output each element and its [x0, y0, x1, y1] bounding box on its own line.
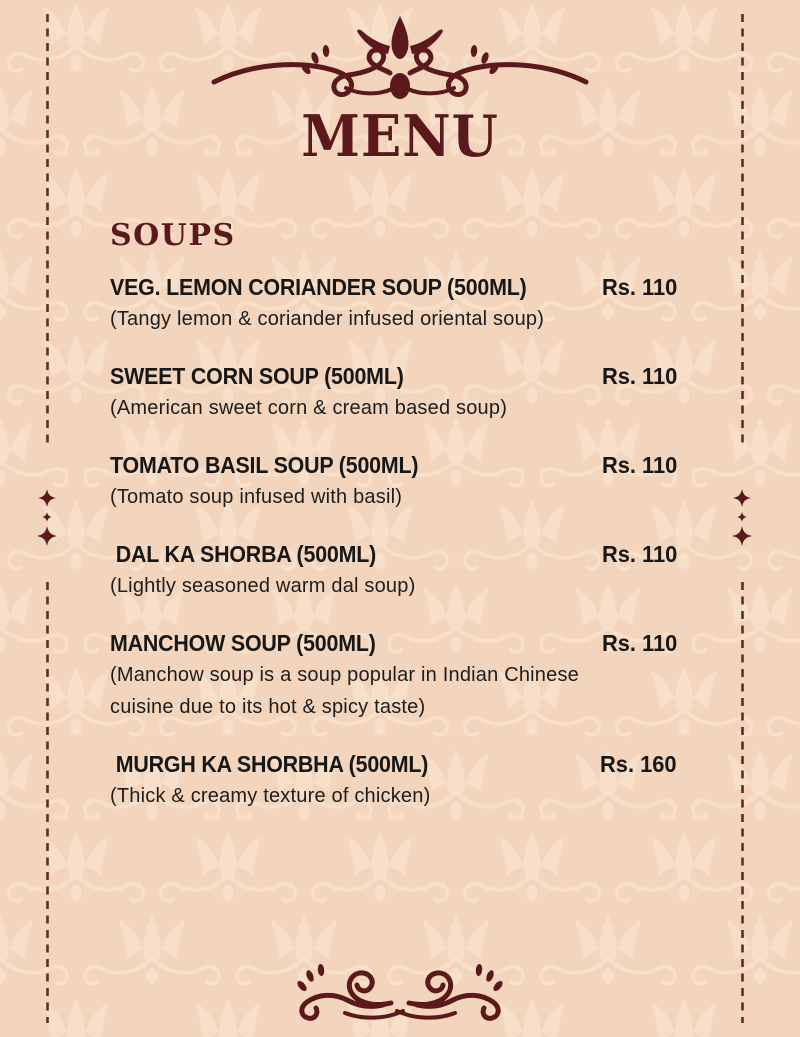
- item-price: Rs. 110: [601, 541, 677, 567]
- item-price: Rs. 160: [600, 751, 677, 777]
- page-title: MENU: [301, 103, 499, 170]
- item-price: Rs. 110: [601, 452, 677, 478]
- item-price: Rs. 110: [601, 363, 677, 389]
- menu-item-dal-ka-shorba: [110, 541, 677, 602]
- menu-item-manchow-soup: [110, 630, 677, 723]
- menu-item-murgh-ka-shorbha: [110, 751, 677, 812]
- item-description: (Thick & creamy texture of chicken): [110, 785, 431, 807]
- item-description: (Lightly seasoned warm dal soup): [110, 575, 416, 597]
- item-price: Rs. 110: [601, 630, 677, 656]
- menu-item-veg-lemon-coriander-soup: [110, 274, 677, 335]
- menu-item-sweet-corn-soup: [110, 363, 677, 424]
- item-description: (American sweet corn & cream based soup): [110, 397, 508, 419]
- item-name: DAL KA SHORBA (500ML): [110, 541, 377, 567]
- item-description: (Tomato soup infused with basil): [110, 486, 403, 508]
- item-name: TOMATO BASIL SOUP (500ML): [110, 452, 419, 478]
- item-name: MANCHOW SOUP (500ML): [110, 630, 376, 656]
- item-name: SWEET CORN SOUP (500ML): [110, 363, 404, 389]
- item-name: VEG. LEMON CORIANDER SOUP (500ML): [110, 274, 527, 300]
- item-price: Rs. 110: [601, 274, 677, 300]
- section-title-soups: SOUPS: [110, 218, 236, 253]
- menu-item-tomato-basil-soup: [110, 452, 677, 513]
- item-description: (Manchow soup is a soup popular in Indian Chinese cuisine due to its hot & spicy taste): [110, 664, 579, 718]
- soups-section: [110, 218, 677, 840]
- item-name: MURGH KA SHORBHA (500ML): [110, 751, 429, 777]
- item-description: (Tangy lemon & coriander infused oriental soup): [110, 308, 545, 330]
